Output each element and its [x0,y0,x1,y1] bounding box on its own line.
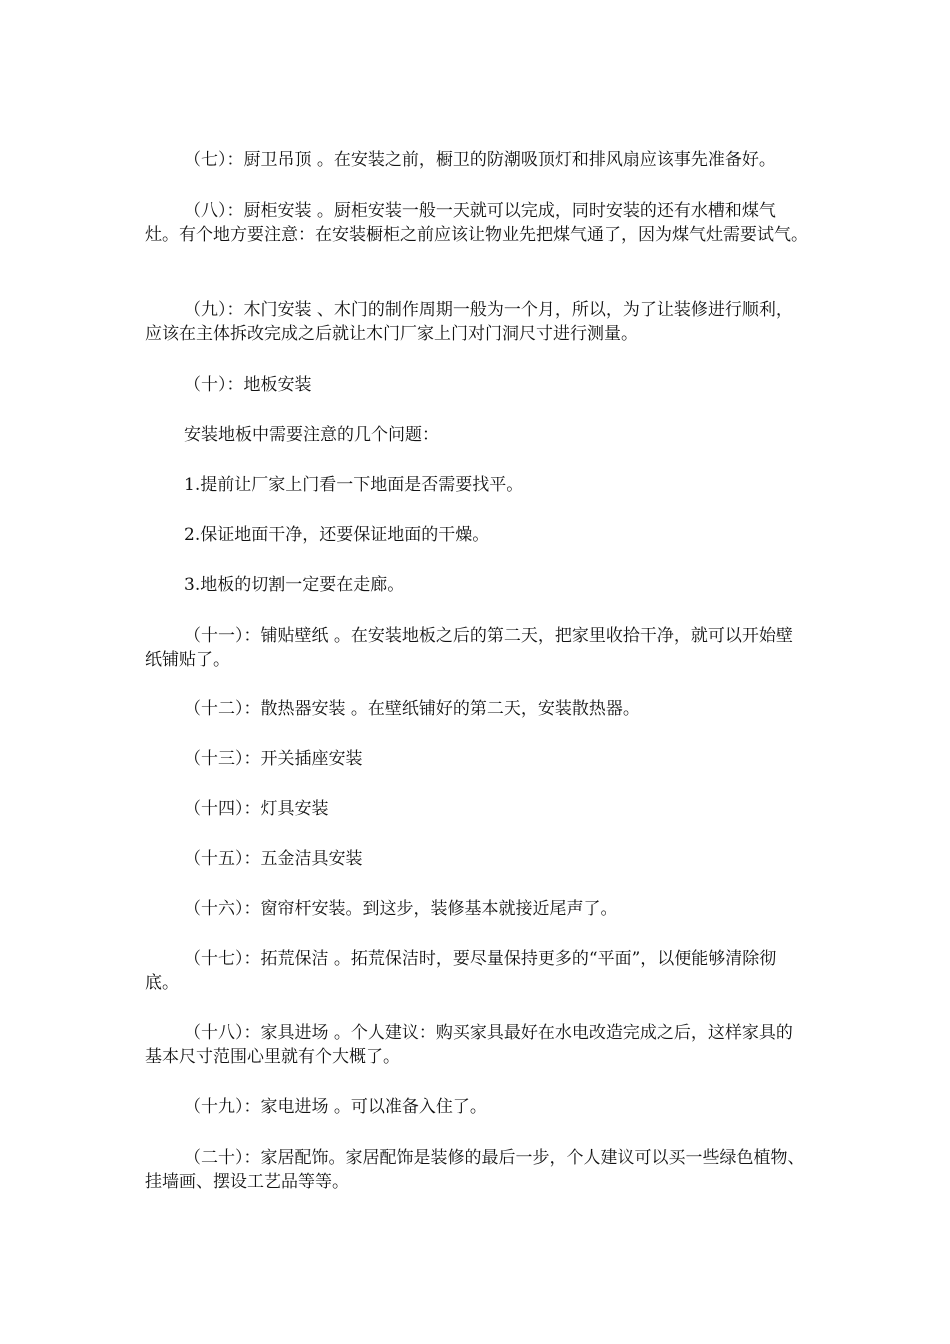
paragraph-step-10: （十）：地板安装 [184,375,312,395]
paragraph-step-15: （十五）：五金洁具安装 [184,849,363,869]
paragraph-step-18: （十八）：家具进场 。个人建议：购买家具最好在水电改造完成之后，这样家具的基本尺寸范围心里就有个大概了。 [145,1023,793,1067]
paragraph-step-14: （十四）：灯具安装 [184,799,329,819]
paragraph-step-19: （十九）：家电进场 。可以准备入住了。 [184,1097,487,1117]
paragraph-step-8: （八）：厨柜安装 。厨柜安装一般一天就可以完成，同时安装的还有水槽和煤气灶。有个地方要注意：在安装橱柜之前应该让物业先把煤气通了，因为煤气灶需要试气。 [145,201,808,245]
paragraph-step-13: （十三）：开关插座安装 [184,749,363,769]
paragraph-step-11: （十一）：铺贴壁纸 。在安装地板之后的第二天，把家里收拾干净，就可以开始壁纸铺贴了。 [145,626,793,670]
paragraph-step-12: （十二）：散热器安装 。在壁纸铺好的第二天，安装散热器。 [184,699,640,719]
paragraph-step-16: （十六）：窗帘杆安装。到这步，装修基本就接近尾声了。 [184,899,618,919]
paragraph-step-20: （二十）：家居配饰。家居配饰是装修的最后一步，个人建议可以买一些绿色植物、挂墙画、摆设工艺品等等。 [145,1148,805,1192]
paragraph-step-17: （十七）：拓荒保洁 。拓荒保洁时，要尽量保持更多的“平面”，以便能够清除彻底。 [145,949,777,993]
paragraph-step-7: （七）：厨卫吊顶 。在安装之前，橱卫的防潮吸顶灯和排风扇应该事先准备好。 [184,150,776,170]
paragraph-floor-note-2: 2.保证地面干净，还要保证地面的干燥。 [184,525,490,545]
paragraph-floor-note-1: 1.提前让厂家上门看一下地面是否需要找平。 [184,475,524,495]
paragraph-step-9: （九）：木门安装 、木门的制作周期一般为一个月，所以，为了让装修进行顺利，应该在主体拆改完成之后就让木门厂家上门对门洞尺寸进行测量。 [145,300,793,344]
paragraph-floor-note-3: 3.地板的切割一定要在走廊。 [184,575,405,595]
paragraph-floor-notes-intro: 安装地板中需要注意的几个问题： [184,425,439,445]
